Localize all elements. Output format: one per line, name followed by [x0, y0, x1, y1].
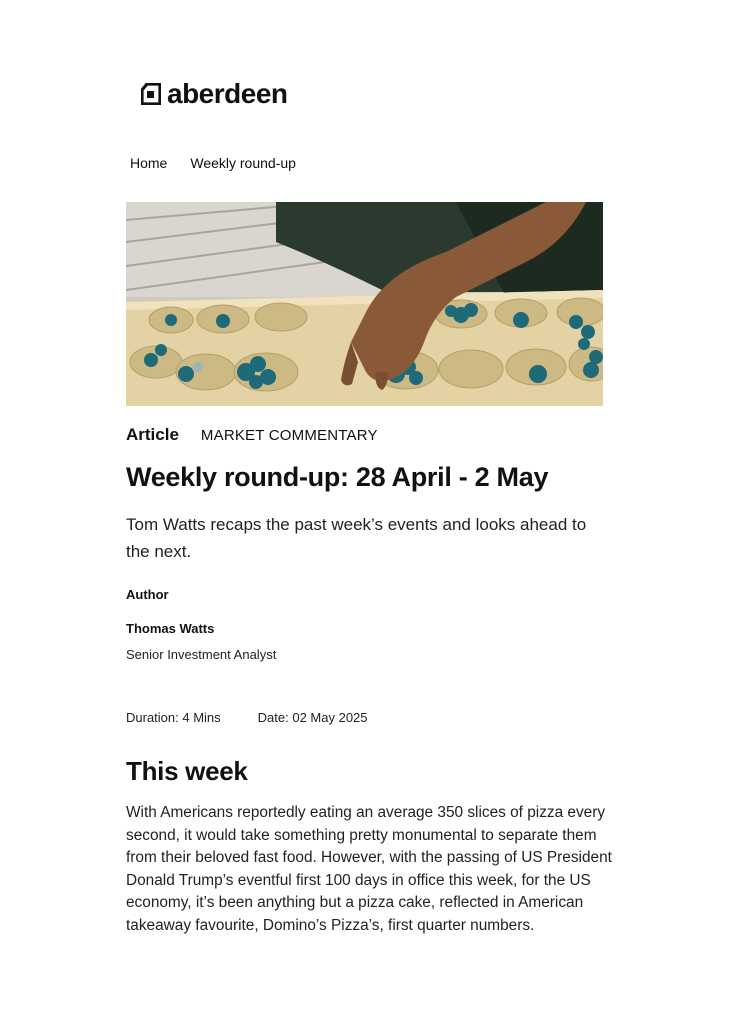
brand-name: aberdeen [167, 78, 288, 109]
article-subtitle: Tom Watts recaps the past week’s events and looks ahead to the next. [126, 515, 587, 561]
breadcrumb-weekly-round-up-link[interactable]: Weekly round-up [190, 155, 296, 171]
breadcrumb-home-link[interactable]: Home [130, 155, 168, 171]
author-role: Senior Investment Analyst [126, 647, 277, 662]
article-category[interactable]: MARKET COMMENTARY [200, 427, 378, 444]
section-heading: This week [126, 756, 248, 786]
article-meta [126, 425, 378, 445]
mancala-board-image-icon [126, 202, 603, 406]
hero-image [126, 202, 603, 406]
article-type-label: Article [126, 425, 179, 444]
section-body: With Americans reportedly eating an average 350 slices of pizza every second, it would take something pretty monumental to separate them from their beloved fast food. However, with the passing of US President Donald Trump’s eventful first 100 days in office this week, for the US economy, it’s been anything but a pizza cake, reflected in American takeaway favourite, Domino’s Pizza’s, first quarter numbers. [126, 804, 612, 934]
publish-date: Date: 02 May 2025 [257, 710, 368, 725]
brand-logo[interactable] [141, 78, 288, 110]
author-heading: Author [126, 587, 169, 602]
breadcrumb [130, 155, 296, 171]
reading-duration: Duration: 4 Mins [126, 710, 221, 725]
article-info [126, 710, 368, 725]
author-name[interactable]: Thomas Watts [126, 621, 215, 636]
aberdeen-logo-mark-icon [141, 83, 161, 105]
page-title: Weekly round-up: 28 April - 2 May [126, 462, 549, 492]
